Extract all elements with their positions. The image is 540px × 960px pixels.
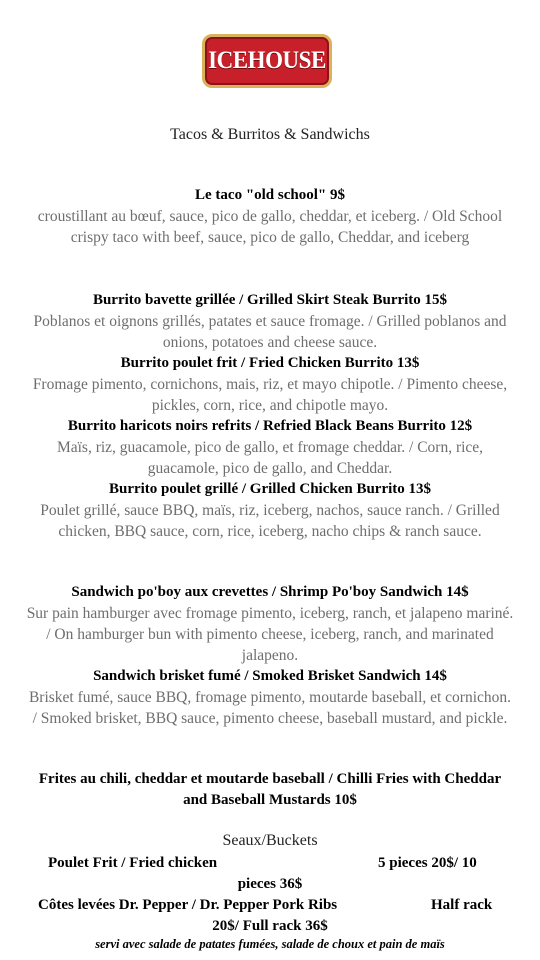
item-name: Burrito haricots noirs refrits / Refried Black Beans Burrito 12$ — [67, 418, 473, 434]
menu-item-fried-chicken-burrito — [26, 353, 514, 416]
menu-item-chilli-fries — [26, 769, 514, 811]
bucket-price: Half rack — [431, 897, 493, 913]
item-name: Burrito poulet frit / Fried Chicken Burrito 13$ — [120, 355, 420, 371]
logo-text: ICEHOUSE — [208, 47, 326, 74]
menu-item-skirt-steak-burrito — [26, 290, 514, 353]
menu-item-old-school-taco — [26, 185, 514, 248]
item-description: Poblanos et oignons grillés, patates et sauce fromage. / Grilled poblanos and onions, potatoes and cheese sauce. — [33, 313, 507, 351]
bucket-name: Poulet Frit / Fried chicken — [48, 855, 218, 871]
item-name: Burrito bavette grillée / Grilled Skirt Steak Burrito 15$ — [92, 292, 448, 308]
menu-item-grilled-chicken-burrito — [26, 479, 514, 542]
bucket-row-fried-chicken — [0, 853, 540, 895]
menu-item-smoked-brisket-sandwich — [26, 666, 514, 729]
buckets-footnote: servi avec salade de patates fumées, salade de choux et pain de maïs — [95, 937, 445, 951]
item-description: Brisket fumé, sauce BBQ, fromage pimento, moutarde baseball, et cornichon. / Smoked brisket, BBQ sauce, pimento cheese, baseball mustard, and pickle. — [28, 689, 512, 727]
menu-item-black-beans-burrito — [26, 416, 514, 479]
bucket-price: 5 pieces 20$/ 10 — [378, 855, 477, 871]
item-description: Sur pain hamburger avec fromage pimento, iceberg, ranch, et jalapeno mariné. / On hamburger bun with pimento cheese, iceberg, ranch, and marinated jalapeno. — [26, 605, 514, 664]
item-name: Frites au chili, cheddar et moutarde baseball / Chilli Fries with Cheddar and Baseball Mustards 10$ — [38, 771, 502, 808]
item-description: Poulet grillé, sauce BBQ, maïs, riz, iceberg, nachos, sauce ranch. / Grilled chicken, BBQ sauce, corn, rice, iceberg, nacho chips & ranch sauce. — [40, 502, 500, 540]
item-name: Le taco "old school" 9$ — [195, 187, 345, 203]
buckets-title: Seaux/Buckets — [222, 832, 318, 849]
bucket-row-pork-ribs — [0, 895, 540, 937]
item-description: Maïs, riz, guacamole, pico de gallo, et fromage cheddar. / Corn, rice, guacamole, pico de gallo, and Cheddar. — [56, 439, 484, 477]
item-description: croustillant au bœuf, sauce, pico de gallo, cheddar, et iceberg. / Old School crispy taco with beef, sauce, pico de gallo, Cheddar, and iceberg — [37, 208, 503, 246]
item-name: Burrito poulet grillé / Grilled Chicken Burrito 13$ — [108, 481, 432, 497]
item-name: Sandwich brisket fumé / Smoked Brisket Sandwich 14$ — [93, 668, 447, 684]
menu-item-shrimp-poboy — [26, 582, 514, 666]
bucket-price-continued: 20$/ Full rack 36$ — [212, 918, 328, 934]
bucket-price-continued: pieces 36$ — [237, 876, 303, 892]
icehouse-logo — [202, 34, 332, 88]
item-name: Sandwich po'boy aux crevettes / Shrimp Po'boy Sandwich 14$ — [71, 584, 469, 600]
bucket-name: Côtes levées Dr. Pepper / Dr. Pepper Pork Ribs — [38, 897, 338, 913]
section-title: Tacos & Burritos & Sandwichs — [170, 126, 370, 143]
item-description: Fromage pimento, cornichons, mais, riz, et mayo chipotle. / Pimento cheese, pickles, corn, rice, and chipotle mayo. — [32, 376, 508, 414]
